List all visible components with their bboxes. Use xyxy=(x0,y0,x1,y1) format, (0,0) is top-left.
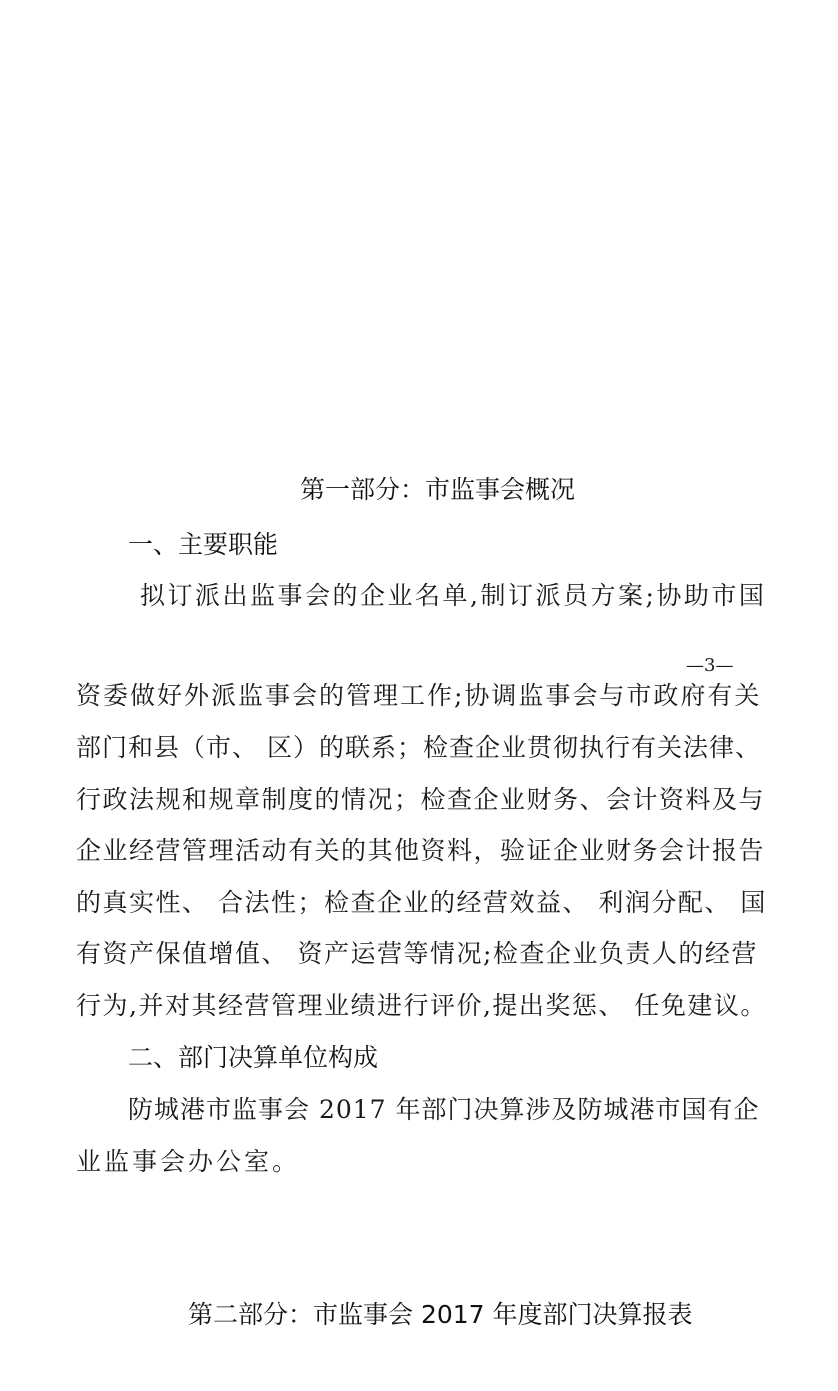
section-one-line: 资委做好外派监事会的管理工作;协调监事会与市政府有关 xyxy=(76,681,762,710)
section-two-line: 防城港市监事会 2017 年部门决算涉及防城港市国有企 xyxy=(128,1095,760,1124)
part-one-title: 第一部分：市监事会概况 xyxy=(300,475,576,504)
section-one-line: 有资产保值增值、 资产运营等情况;检查企业负责人的经营 xyxy=(76,939,758,968)
section-one-first-line: 拟订派出监事会的企业名单,制订派员方案;协助市国 xyxy=(140,581,767,610)
page-number: —3— xyxy=(686,655,734,676)
section-one-heading: 一、主要职能 xyxy=(128,530,279,559)
section-one-line: 行政法规和规章制度的情况；检查企业财务、会计资料及与 xyxy=(76,785,766,814)
section-one-line: 企业经营管理活动有关的其他资料，验证企业财务会计报告 xyxy=(76,836,766,865)
section-two-line: 业监事会办公室。 xyxy=(76,1147,301,1176)
section-two-heading: 二、部门决算单位构成 xyxy=(128,1043,379,1072)
part-two-title: 第二部分：市监事会 2017 年度部门决算报表 xyxy=(188,1300,693,1329)
section-one-line: 行为,并对其经营管理业绩进行评价,提出奖惩、 任免建议。 xyxy=(76,991,767,1020)
section-one-line: 的真实性、 合法性；检查企业的经营效益、 利润分配、 国 xyxy=(76,888,767,917)
section-one-line: 部门和县（市、 区）的联系；检查企业贯彻执行有关法律、 xyxy=(76,733,761,762)
